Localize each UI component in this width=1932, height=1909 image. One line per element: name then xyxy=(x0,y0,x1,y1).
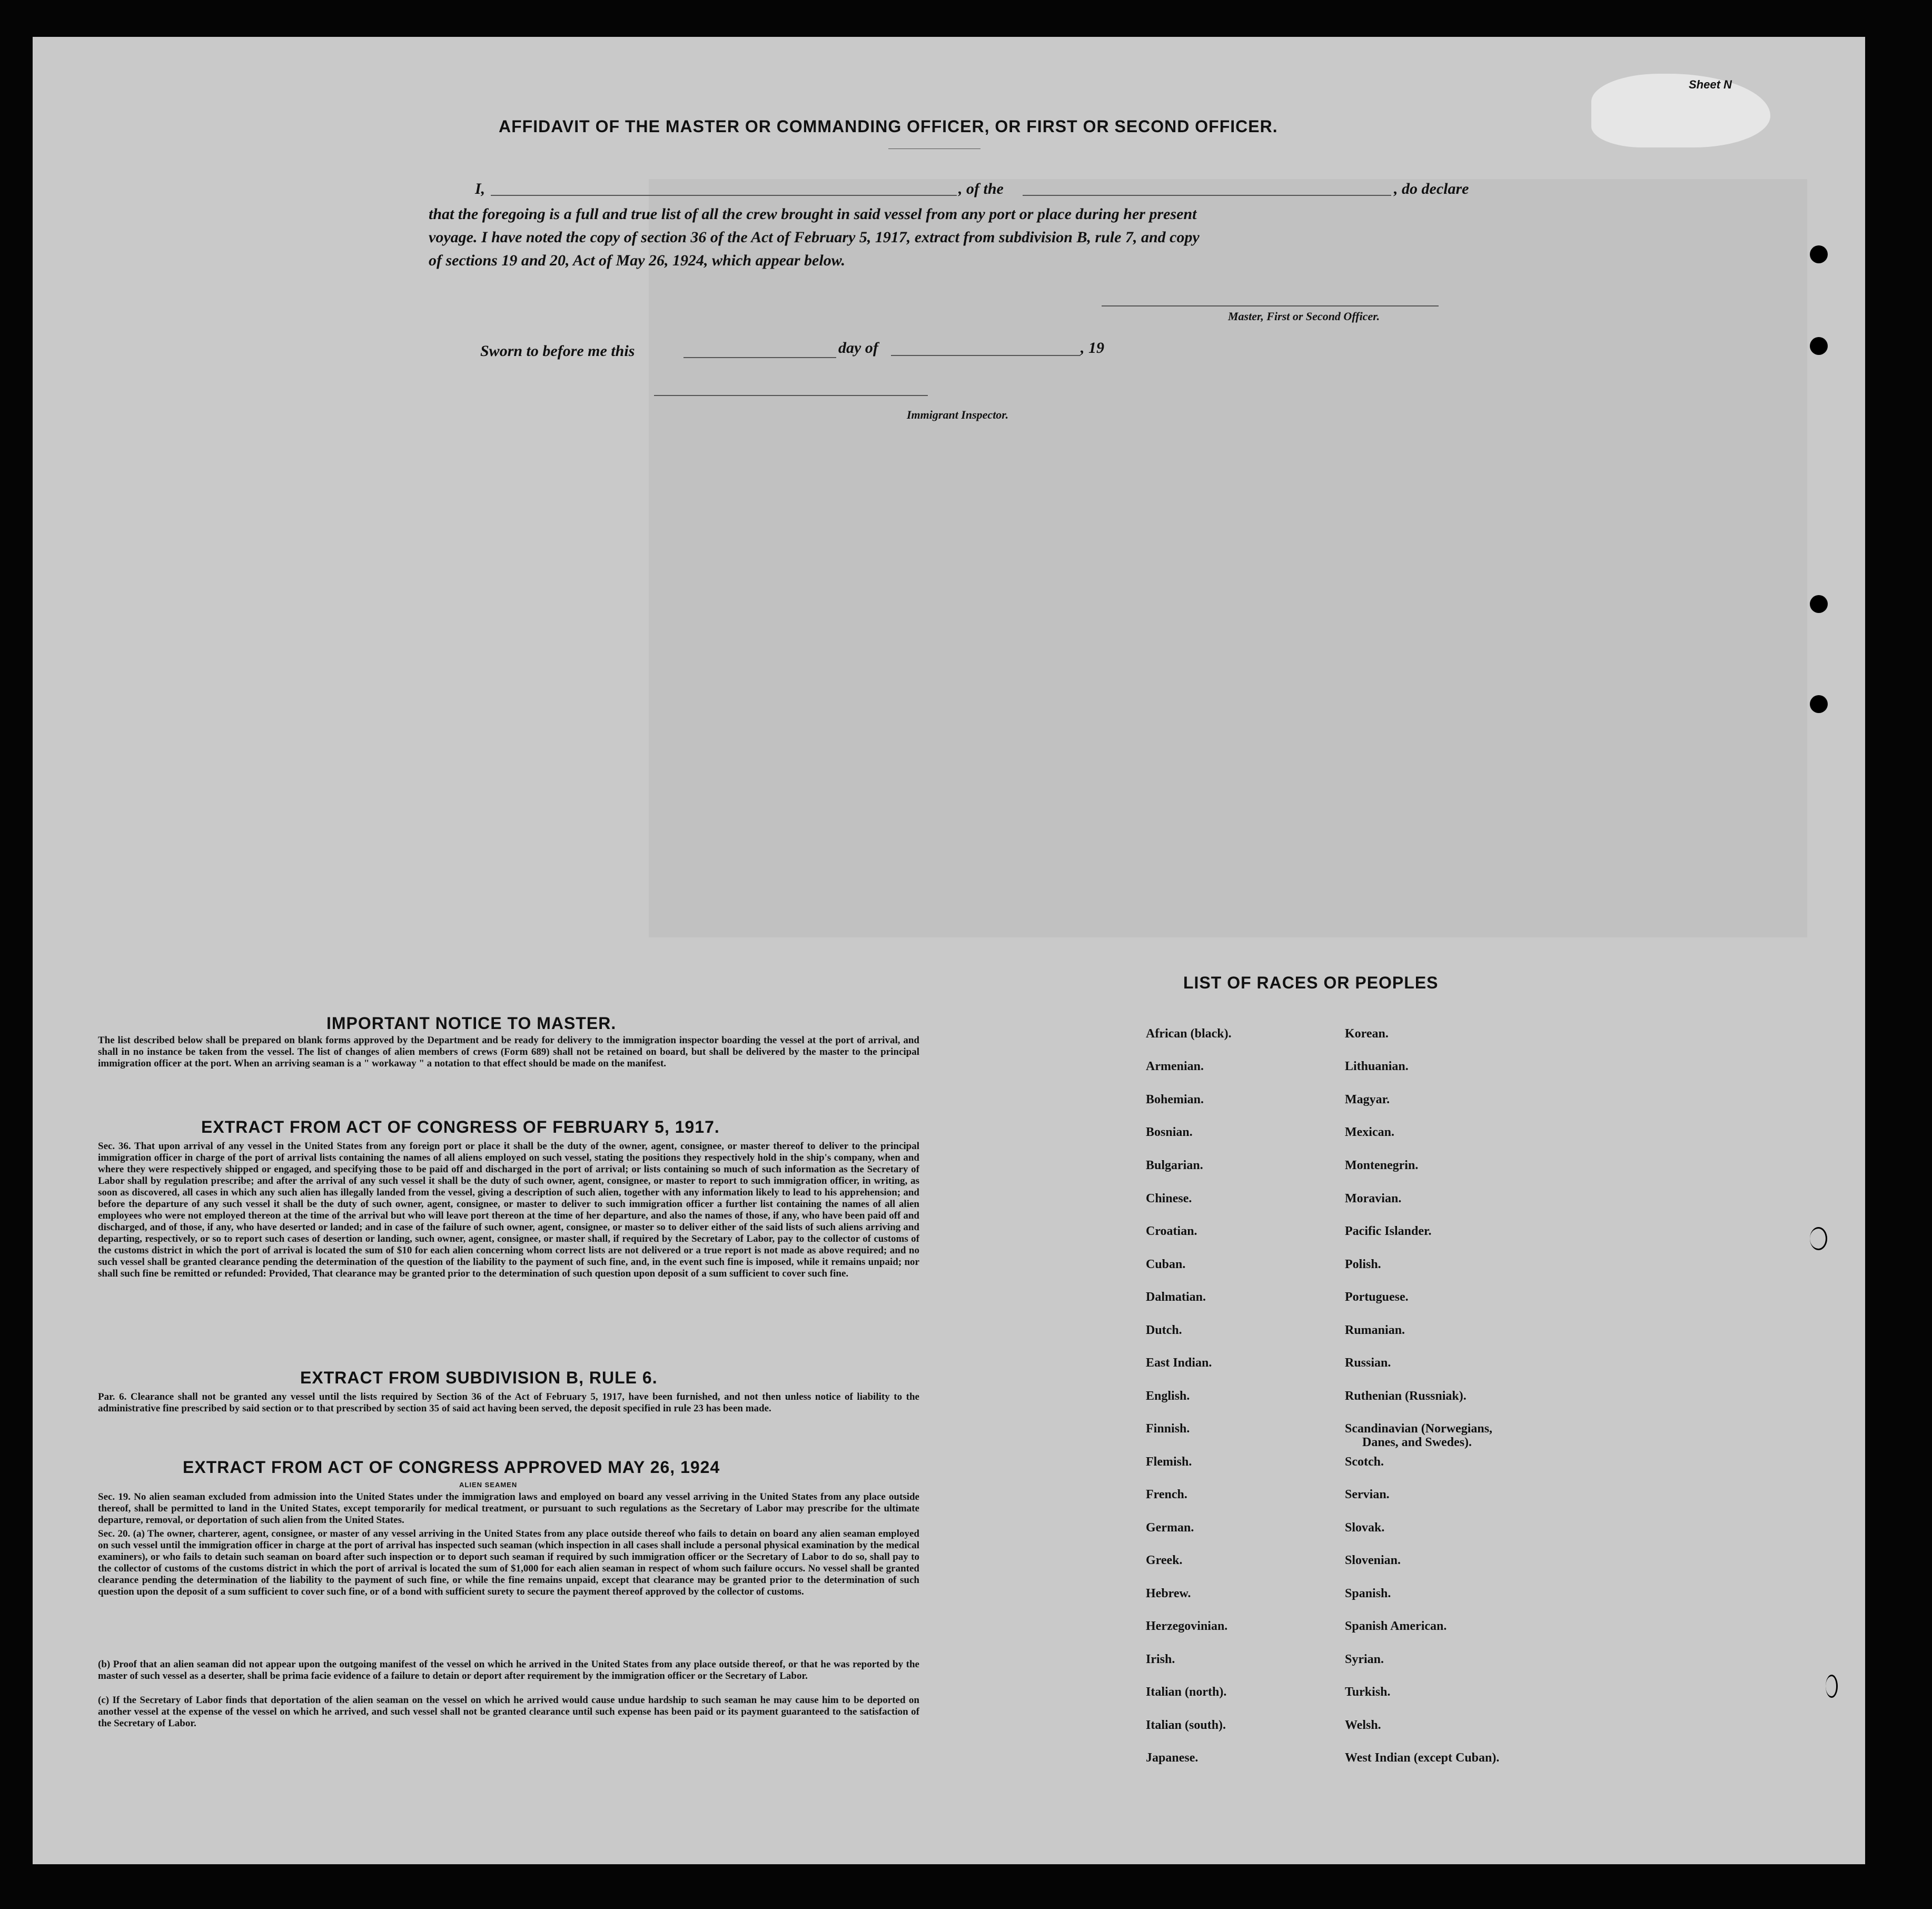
race-item: Pacific Islander. xyxy=(1345,1224,1432,1238)
sec19-text: Sec. 19. No alien seaman excluded from admission into the United States under the immigration laws and employed on board any vessel arriving in the United States from any place outside thereof, shall be permitted to land in the United States, except temporarily for medical treatment, or pursuant to such regulations as the Secretary of Labor may prescribe for the ultimate departure, removal, or deportation of such alien from the United States. xyxy=(98,1491,919,1526)
race-item: English. xyxy=(1146,1389,1190,1403)
race-item: Danes, and Swedes). xyxy=(1362,1436,1472,1449)
name-blank xyxy=(491,195,957,196)
race-item: Japanese. xyxy=(1146,1751,1198,1765)
race-item: Greek. xyxy=(1146,1554,1183,1567)
year-label: , 19 xyxy=(1081,339,1104,357)
race-item: Russian. xyxy=(1345,1356,1391,1370)
affidavit-line-2: voyage. I have noted the copy of section 36 of the Act of February 5, 1917, extract from subdivision B, rule 7, and copy xyxy=(429,229,1200,246)
race-item: Moravian. xyxy=(1345,1192,1402,1205)
race-item: German. xyxy=(1146,1521,1194,1535)
race-item: Mexican. xyxy=(1345,1125,1394,1139)
race-item: Spanish. xyxy=(1345,1586,1391,1600)
race-item: Spanish American. xyxy=(1345,1619,1447,1633)
extract-1924-title: EXTRACT FROM ACT OF CONGRESS APPROVED MAY 26, 1924 xyxy=(183,1458,720,1477)
sworn-month-blank xyxy=(891,355,1081,356)
master-signature-label: Master, First or Second Officer. xyxy=(1228,310,1380,323)
extract-1917-body: Sec. 36. That upon arrival of any vessel in the United States from any foreign port or place it shall be the duty of the owner, agent, consignee, or master thereof to deliver to the principal immigration officer in charge of the port of arrival lists containing the names of all aliens employed on such vessel, stating the positions they respectively hold in the ship's company, when and where they were respectively shipped or engaged, and specifying those to be paid off and discharged in the port of arrival; or lists containing so much of such information as the Secretary of Labor shall by regulation prescribe; and after the arrival of any such vessel it shall be the duty of such owner, agent, consignee, or master to report to such immigration officer, in writing, as soon as discovered, all cases in which any such alien has illegally landed from the vessel, giving a description of such alien, together with any information likely to lead to his apprehension; and before the departure of any such vessel it shall be the duty of such owner, agent, consignee, or master to deliver to such immigration officer a further list containing the names of all alien employees who were not employed thereon at the time of the arrival but who will leave port thereon at the time of her departure, and also the names of those, if any, who have been paid off and discharged, and of those, if any, who have deserted or landed; and in case of the failure of such owner, agent, consignee, or master so to deliver either of the said lists of such aliens arriving and departing, respectively, or so to report such cases of desertion or landing, such owner, agent, consignee, or master shall, if required by the Secretary of Labor, pay to the collector of customs of the customs district in which the port of arrival is located the sum of $10 for each alien concerning whom correct lists are not delivered or a true report is not made as above required; and no such vessel shall be granted clearance pending the determination of the question of the liability to the payment of such fine, and, in the event such fine is imposed, while it remains unpaid; nor shall such fine be remitted or refunded: Provided, That clearance may be granted prior to the determination of such question upon deposit of a sum sufficient to cover such fine. xyxy=(98,1141,919,1279)
race-item: Finnish. xyxy=(1146,1422,1190,1436)
vessel-blank xyxy=(1023,195,1391,196)
race-item: Welsh. xyxy=(1345,1718,1381,1732)
race-item: Scotch. xyxy=(1345,1455,1384,1469)
race-item: Servian. xyxy=(1345,1488,1390,1501)
race-item: East Indian. xyxy=(1146,1356,1212,1370)
race-item: Scandinavian (Norwegians, xyxy=(1345,1422,1493,1436)
inspector-signature-blank xyxy=(654,395,928,396)
race-item: Rumanian. xyxy=(1345,1323,1405,1337)
affidavit-title: AFFIDAVIT OF THE MASTER OR COMMANDING OFFICER, OR FIRST OR SECOND OFFICER. xyxy=(499,117,1278,136)
race-item: Korean. xyxy=(1345,1027,1389,1041)
document-sheet xyxy=(33,37,1865,1864)
sheet-label: Sheet N xyxy=(1689,78,1732,91)
race-item: French. xyxy=(1146,1488,1187,1501)
binder-hole-icon xyxy=(1810,1227,1827,1250)
day-of-label: day of xyxy=(838,339,878,357)
extract-1917-title: EXTRACT FROM ACT OF CONGRESS OF FEBRUARY 5, 1917. xyxy=(201,1117,720,1136)
race-item: Hebrew. xyxy=(1146,1587,1191,1600)
race-item: Bohemian. xyxy=(1146,1093,1204,1106)
binder-hole-icon xyxy=(1810,595,1828,613)
subdivision-title: EXTRACT FROM SUBDIVISION B, RULE 6. xyxy=(300,1368,658,1387)
race-item: Lithuanian. xyxy=(1345,1060,1409,1073)
subdivision-body: Par. 6. Clearance shall not be granted any vessel until the lists required by Section 36 of the Act of February 5, 1917, have been furnished, and not then unless notice of liability to the administrative fine prescribed by said section or to that prescribed by section 35 of said act having been served, the deposit specified in rule 23 has been made. xyxy=(98,1391,919,1414)
race-item: Ruthenian (Russniak). xyxy=(1345,1389,1467,1403)
binder-hole-icon xyxy=(1826,1675,1838,1698)
race-item: Montenegrin. xyxy=(1345,1159,1419,1172)
race-item: African (black). xyxy=(1146,1027,1232,1041)
race-item: Dalmatian. xyxy=(1146,1290,1206,1304)
race-item: Portuguese. xyxy=(1345,1290,1409,1304)
race-item: Cuban. xyxy=(1146,1258,1186,1271)
race-item: Chinese. xyxy=(1146,1192,1192,1205)
torn-paper-tab xyxy=(1591,74,1770,147)
race-item: Armenian. xyxy=(1146,1060,1204,1073)
binder-hole-icon xyxy=(1810,695,1828,713)
sec20b-text: (b) Proof that an alien seaman did not appear upon the outgoing manifest of the vessel on which he arrived in the United States from any place outside thereof, or that he was reported by the master of such vessel as a deserter, shall be prima facie evidence of a failure to detain or deport after requirement by the immigration officer or the Secretary of Labor. xyxy=(98,1659,919,1681)
affidavit-of-the: , of the xyxy=(958,180,1004,197)
binder-hole-icon xyxy=(1810,245,1828,263)
races-title: LIST OF RACES OR PEOPLES xyxy=(1183,973,1439,992)
race-item: Turkish. xyxy=(1345,1685,1391,1699)
sec20a-text: Sec. 20. (a) The owner, charterer, agent, consignee, or master of any vessel arriving in the United States from any place outside thereof who fails to detain on board any alien seaman employed on such vessel until the immigration officer in charge at the port of arrival has inspected such seaman (which inspection in all cases shall include a personal physical examination by the medical examiners), or who fails to detain such seaman on board after such inspection or to deport such seaman if required by such immigration officer or the Secretary of Labor to do so, shall pay to the collector of customs of the customs district in which the port of arrival is located the sum of $1,000 for each alien seaman in respect of whom such failure occurs. No vessel shall be granted clearance pending the determination of the liability to the payment of such fine, or while the fine remains unpaid, except that clearance may be granted prior to the determination of such question upon the deposit of a sum sufficient to cover such fine, or of a bond with sufficient surety to secure the payment thereof approved by the collector of customs. xyxy=(98,1528,919,1597)
race-item: Slovenian. xyxy=(1345,1554,1401,1567)
race-item: Irish. xyxy=(1146,1653,1175,1666)
race-item: Syrian. xyxy=(1345,1652,1384,1666)
sworn-day-blank xyxy=(683,357,836,358)
race-item: Herzegovinian. xyxy=(1146,1619,1228,1633)
master-signature-blank xyxy=(1102,305,1439,306)
binder-hole-icon xyxy=(1810,337,1828,355)
affidavit-line-1: that the foregoing is a full and true list of all the crew brought in said vessel from any port or place during her present xyxy=(429,205,1197,223)
extract-1924-subtitle: ALIEN SEAMEN xyxy=(459,1481,518,1489)
inspector-label: Immigrant Inspector. xyxy=(907,408,1009,421)
race-item: Polish. xyxy=(1345,1258,1381,1271)
race-item: Flemish. xyxy=(1146,1455,1192,1469)
affidavit-do-declare: , do declare xyxy=(1394,180,1469,197)
sworn-label: Sworn to before me this xyxy=(480,342,635,360)
race-item: Slovak. xyxy=(1345,1520,1385,1535)
race-item: Italian (south). xyxy=(1146,1718,1226,1732)
race-item: Dutch. xyxy=(1146,1323,1182,1337)
race-item: West Indian (except Cuban). xyxy=(1345,1751,1500,1765)
race-item: Bosnian. xyxy=(1146,1125,1193,1139)
notice-body: The list described below shall be prepared on blank forms approved by the Department and be ready for delivery to the immigration inspector boarding the vessel at the port of arrival, and shall in no instance be taken from the vessel. The list of changes of alien members of crews (Form 689) shall not be retained on board, but shall be delivered by the master to the principal immigration officer at the port. When an arriving seaman is a " workaway " a notation to that effect should be made on the manifest. xyxy=(98,1035,919,1069)
affidavit-i-label: I, xyxy=(475,180,486,197)
sec20c-text: (c) If the Secretary of Labor finds that deportation of the alien seaman on the vessel on which he arrived would cause undue hardship to such seaman he may cause him to be deported on another vessel at the expense of the vessel on which he arrived, and such vessel shall not be granted clearance until such expense has been paid or its payment guaranteed to the satisfaction of the Secretary of Labor. xyxy=(98,1695,919,1729)
race-item: Magyar. xyxy=(1345,1093,1390,1106)
race-item: Italian (north). xyxy=(1146,1685,1227,1699)
notice-title: IMPORTANT NOTICE TO MASTER. xyxy=(326,1014,617,1033)
affidavit-line-3: of sections 19 and 20, Act of May 26, 1924, which appear below. xyxy=(429,252,846,269)
race-item: Bulgarian. xyxy=(1146,1159,1203,1172)
race-item: Croatian. xyxy=(1146,1224,1197,1238)
